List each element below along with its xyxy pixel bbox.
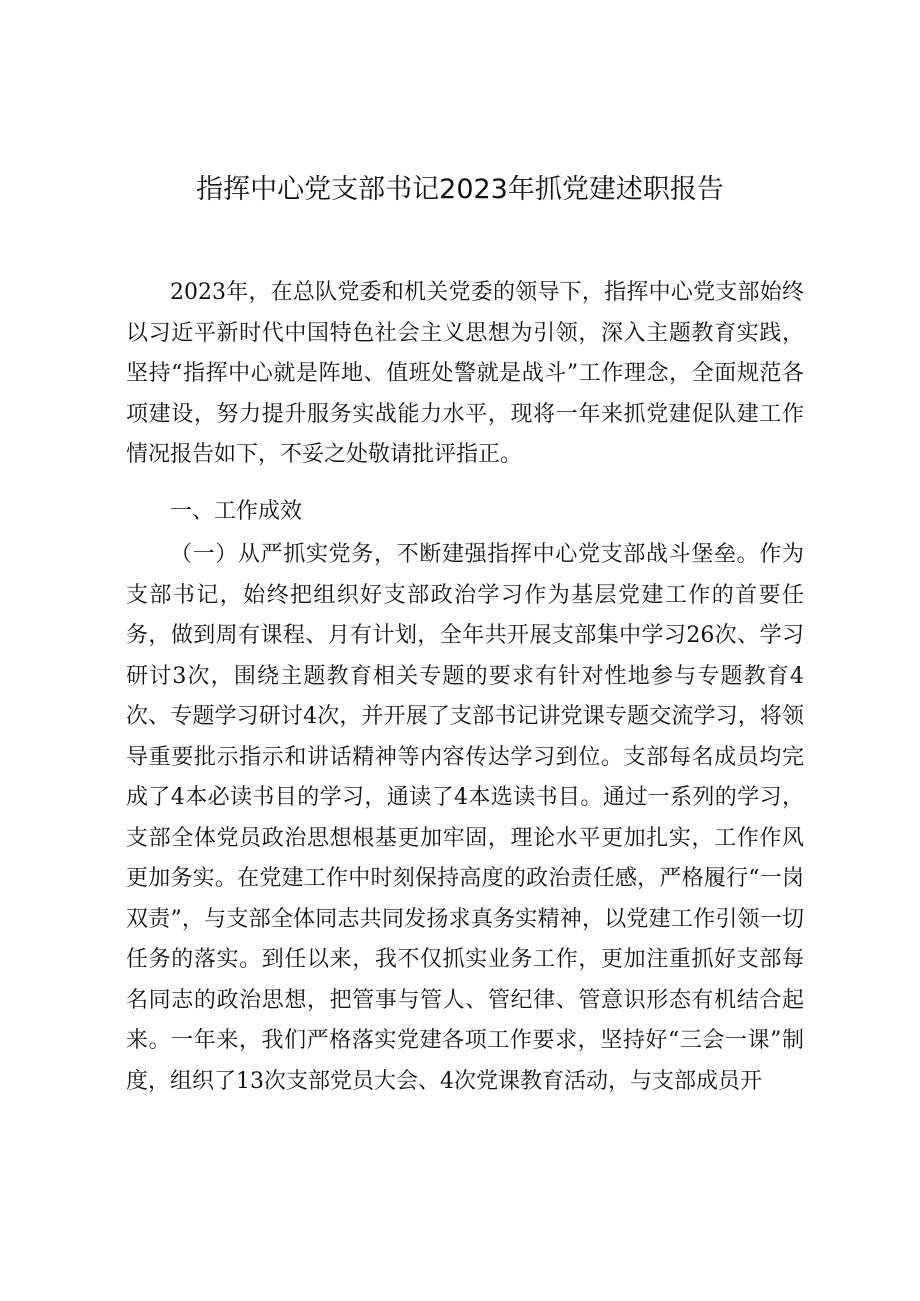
section-heading-work-results: 一、工作成效 xyxy=(170,499,303,524)
section-1-paragraph-1: （一）从严抓实党务，不断建强指挥中心党支部战斗堡垒。作为支部书记，始终把组织好支部政治学习作为基层党建工作的首要任务，做到周有课程、月有计划，全年共开展支部集中学习26次、学习研讨3次，围绕主题教育相关专题的要求有针对性地参与专题教育4次、专题学习研讨4次，并开展了支部书记讲党课专题交流学习，将领导重要批示指示和讲话精神等内容传达学习到位。支部每名成员均完成了4本必读书目的学习，通读了4本选读书目。通过一系列的学习，支部全体党员政治思想根基更加牢固，理论水平更加扎实，工作作风更加务实。在党建工作中时刻保持高度的政治责任感，严格履行“一岗双责”，与支部全体同志共同发扬求真务实精神，以党建工作引领一切任务的落实。到任以来，我不仅抓实业务工作，更加注重抓好支部每名同志的政治思想，把管事与管人、管纪律、管意识形态有机结合起来。一年来，我们严格落实党建各项工作要求，坚持好“三会一课”制度，组织了13次支部党员大会、4次党课教育活动，与支部成员开 xyxy=(126,542,804,1094)
document-title: 指挥中心党支部书记2023年抓党建述职报告 xyxy=(196,174,724,205)
intro-paragraph: 2023年，在总队党委和机关党委的领导下，指挥中心党支部始终以习近平新时代中国特色社会主义思想为引领，深入主题教育实践，坚持“指挥中心就是阵地、值班处警就是战斗”工作理念，全面规范各项建设，努力提升服务实战能力水平，现将一年来抓党建促队建工作情况报告如下，不妥之处敬请批评指正。 xyxy=(126,280,804,467)
